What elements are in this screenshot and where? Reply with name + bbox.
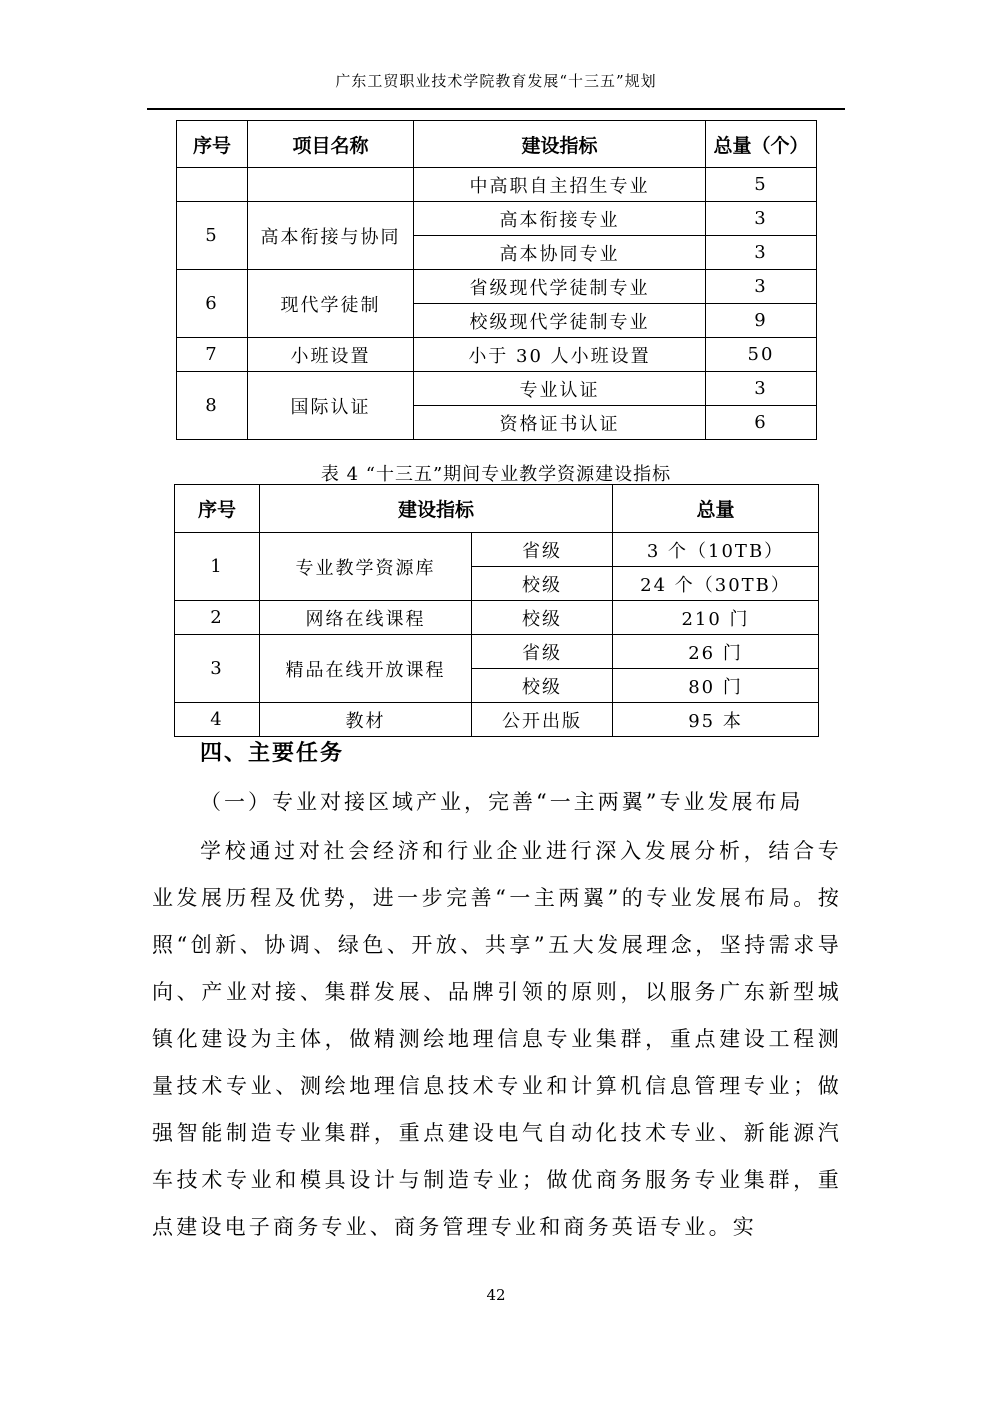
level-cell: 校级 [472, 669, 613, 703]
column-header: 总量（个） [706, 121, 817, 168]
table-row [177, 270, 817, 304]
indicator-cell: 省级现代学徒制专业 [414, 270, 706, 304]
indicator-cell: 中高职自主招生专业 [414, 168, 706, 202]
running-header: 广东工贸职业技术学院教育发展“十三五”规划 [335, 72, 657, 90]
column-header: 总量 [613, 485, 819, 533]
level-cell: 省级 [472, 533, 613, 567]
row-number: 3 [175, 635, 260, 703]
row-number: 6 [177, 270, 248, 338]
level-cell: 公开出版 [472, 703, 613, 737]
project-name: 高本衔接与协同 [248, 202, 414, 270]
project-name: 国际认证 [248, 372, 414, 440]
indicator-cell: 小于 30 人小班设置 [414, 338, 706, 372]
column-header: 序号 [175, 485, 260, 533]
total-cell: 80 门 [613, 669, 819, 703]
row-number: 1 [175, 533, 260, 601]
indicator-cell: 专业认证 [414, 372, 706, 406]
total-cell: 50 [706, 338, 817, 372]
indicator-cell: 校级现代学徒制专业 [414, 304, 706, 338]
indicator-cell: 资格证书认证 [414, 406, 706, 440]
row-number: 8 [177, 372, 248, 440]
table-row [177, 338, 817, 372]
table-row [177, 168, 817, 202]
table-header-row [175, 485, 819, 533]
indicator-cell: 高本衔接专业 [414, 202, 706, 236]
total-cell: 6 [706, 406, 817, 440]
row-number: 7 [177, 338, 248, 372]
total-cell: 3 [706, 202, 817, 236]
level-cell: 校级 [472, 601, 613, 635]
total-cell: 3 [706, 372, 817, 406]
table-row [175, 635, 819, 669]
body-paragraph: 学校通过对社会经济和行业企业进行深入发展分析，结合专业发展历程及优势，进一步完善“一主两翼”的专业发展布局。按照“创新、协调、绿色、开放、共享”五大发展理念，坚持需求导向、产业对接、集群发展、品牌引领的原则，以服务广东新型城镇化建设为主体，做精测绘地理信息专业集群，重点建设工程测量技术专业、测绘地理信息技术专业和计算机信息管理专业；做强智能制造专业集群，重点建设电气自动化技术专业、新能源汽车技术专业和模具设计与制造专业；做优商务服务专业集群，重点建设电子商务专业、商务管理专业和商务英语专业。实 [152, 839, 842, 1239]
table-row [175, 601, 819, 635]
project-name [248, 168, 414, 202]
table-row [177, 202, 817, 236]
subsection-heading: （一）专业对接区域产业，完善“一主两翼”专业发展布局 [200, 790, 804, 814]
total-cell: 3 [706, 236, 817, 270]
table-row [175, 533, 819, 567]
total-cell: 210 门 [613, 601, 819, 635]
row-number: 2 [175, 601, 260, 635]
header-divider [147, 108, 845, 110]
total-cell: 5 [706, 168, 817, 202]
total-cell: 3 个（10TB） [613, 533, 819, 567]
table-row [175, 703, 819, 737]
total-cell: 9 [706, 304, 817, 338]
column-header: 建设指标 [414, 121, 706, 168]
page-number: 42 [486, 1286, 506, 1304]
column-header: 项目名称 [248, 121, 414, 168]
construction-indicators-table [176, 120, 817, 440]
total-cell: 95 本 [613, 703, 819, 737]
total-cell: 26 门 [613, 635, 819, 669]
total-cell: 3 [706, 270, 817, 304]
indicator-name: 专业教学资源库 [260, 533, 472, 601]
level-cell: 省级 [472, 635, 613, 669]
row-number [177, 168, 248, 202]
column-header: 序号 [177, 121, 248, 168]
teaching-resources-table [174, 484, 819, 737]
table-row [177, 372, 817, 406]
column-header: 建设指标 [260, 485, 613, 533]
table-caption: 表 4 “十三五”期间专业教学资源建设指标 [320, 464, 672, 485]
indicator-name: 教材 [260, 703, 472, 737]
project-name: 现代学徒制 [248, 270, 414, 338]
row-number: 5 [177, 202, 248, 270]
level-cell: 校级 [472, 567, 613, 601]
indicator-cell: 高本协同专业 [414, 236, 706, 270]
indicator-name: 精品在线开放课程 [260, 635, 472, 703]
section-heading: 四、主要任务 [200, 741, 345, 766]
row-number: 4 [175, 703, 260, 737]
total-cell: 24 个（30TB） [613, 567, 819, 601]
indicator-name: 网络在线课程 [260, 601, 472, 635]
project-name: 小班设置 [248, 338, 414, 372]
table-header-row [177, 121, 817, 168]
